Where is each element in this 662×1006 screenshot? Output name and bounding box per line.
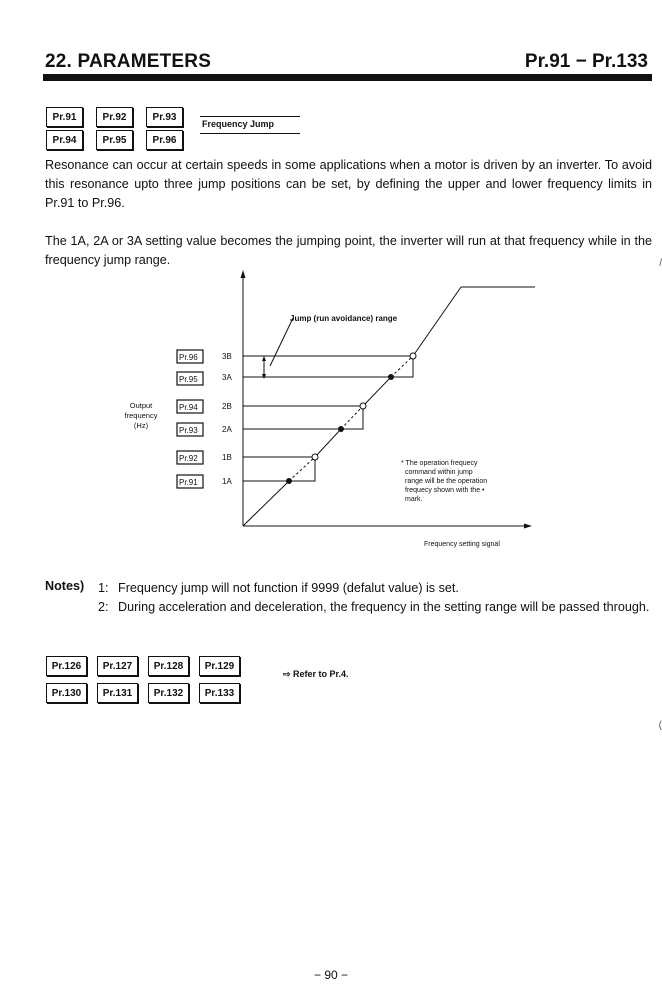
open-point-2b [360, 403, 366, 409]
diagram-param-pr91: Pr.91 [179, 478, 198, 487]
dashed-jump-2 [341, 406, 363, 429]
param-box-pr96: Pr.96 [146, 130, 183, 150]
param-box-pr132: Pr.132 [148, 683, 189, 703]
y-label-line-2: frequency [124, 411, 158, 420]
note-number-2: 2: [98, 600, 109, 614]
open-point-3b [410, 353, 416, 359]
diagram-param-pr94: Pr.94 [179, 403, 198, 412]
level-label-2a: 2A [222, 425, 232, 434]
diagram-note-line-4: frequecy shown with the • [405, 487, 485, 494]
page-number: − 90 − [313, 968, 349, 982]
paragraph-jumping-point: The 1A, 2A or 3A setting value becomes the jumping point, the inverter will run at that frequency while in the frequency jump range. [45, 234, 652, 267]
section-title: 22. PARAMETERS [45, 51, 212, 72]
param-box-pr128: Pr.128 [148, 656, 189, 676]
level-label-1a: 1A [222, 477, 232, 486]
diagram-note-line-1: * The operation frequecy [401, 460, 478, 467]
diagram-param-pr92: Pr.92 [179, 454, 198, 463]
curve-segment-4 [413, 287, 461, 356]
y-label-line-3: (Hz) [133, 421, 149, 430]
level-label-2b: 2B [222, 402, 232, 411]
param-box-pr91: Pr.91 [46, 107, 83, 127]
param-box-pr93: Pr.93 [146, 107, 183, 127]
x-axis-arrow [524, 524, 532, 529]
y-label-line-1: Output [129, 401, 153, 410]
dashed-jump-1 [289, 457, 315, 481]
param-box-pr127: Pr.127 [97, 656, 138, 676]
jump-range-label: Jump (run avoidance) range [290, 314, 398, 323]
level-label-3a: 3A [222, 373, 232, 382]
diagram-note-line-5: mark. [405, 496, 423, 503]
diagram-param-pr96: Pr.96 [179, 353, 198, 362]
operation-point-2a [338, 426, 344, 432]
param-box-pr131: Pr.131 [97, 683, 138, 703]
y-axis-arrow [241, 270, 246, 278]
param-box-pr130: Pr.130 [46, 683, 87, 703]
dashed-jump-3 [391, 356, 413, 377]
edge-mark-2: ( [658, 720, 662, 731]
note-number-1: 1: [98, 581, 109, 595]
curve-segment-3 [363, 356, 413, 406]
diagram-param-pr93: Pr.93 [179, 426, 198, 435]
jump-label-leader [270, 318, 293, 366]
param-box-pr94: Pr.94 [46, 130, 83, 150]
paragraph-resonance: Resonance can occur at certain speeds in some applications when a motor is driven by an inverter. To avoid this resonance upto three jump positions can be set, by defining the upper and lower frequency limits in Pr.91 to Pr.96. [45, 158, 652, 210]
param-box-pr126: Pr.126 [46, 656, 87, 676]
notes-heading: Notes) [45, 579, 85, 593]
param-box-pr92: Pr.92 [96, 107, 133, 127]
x-axis-label: Frequency setting signal [424, 541, 500, 548]
level-label-1b: 1B [222, 453, 232, 462]
diagram-param-pr95: Pr.95 [179, 375, 198, 384]
diagram-note-line-2: command within jump [405, 469, 473, 476]
param-box-pr129: Pr.129 [199, 656, 240, 676]
refer-to-pr4: ⇨ Refer to Pr.4. [283, 669, 349, 679]
operation-point-3a [388, 374, 394, 380]
operation-point-1a [286, 478, 292, 484]
parameter-range: Pr.91 − Pr.133 [524, 51, 648, 72]
param-box-pr133: Pr.133 [199, 683, 240, 703]
note-text-1: Frequency jump will not function if 9999 (defalut value) is set. [118, 581, 459, 595]
note-text-2: During acceleration and deceleration, the frequency in the setting range will be passed through. [118, 600, 650, 614]
function-title: Frequency Jump [202, 119, 275, 129]
level-label-3b: 3B [222, 352, 232, 361]
open-point-1b [312, 454, 318, 460]
edge-mark: / [659, 258, 662, 269]
param-box-pr95: Pr.95 [96, 130, 133, 150]
diagram-note-line-3: range will be the operation [405, 478, 488, 485]
